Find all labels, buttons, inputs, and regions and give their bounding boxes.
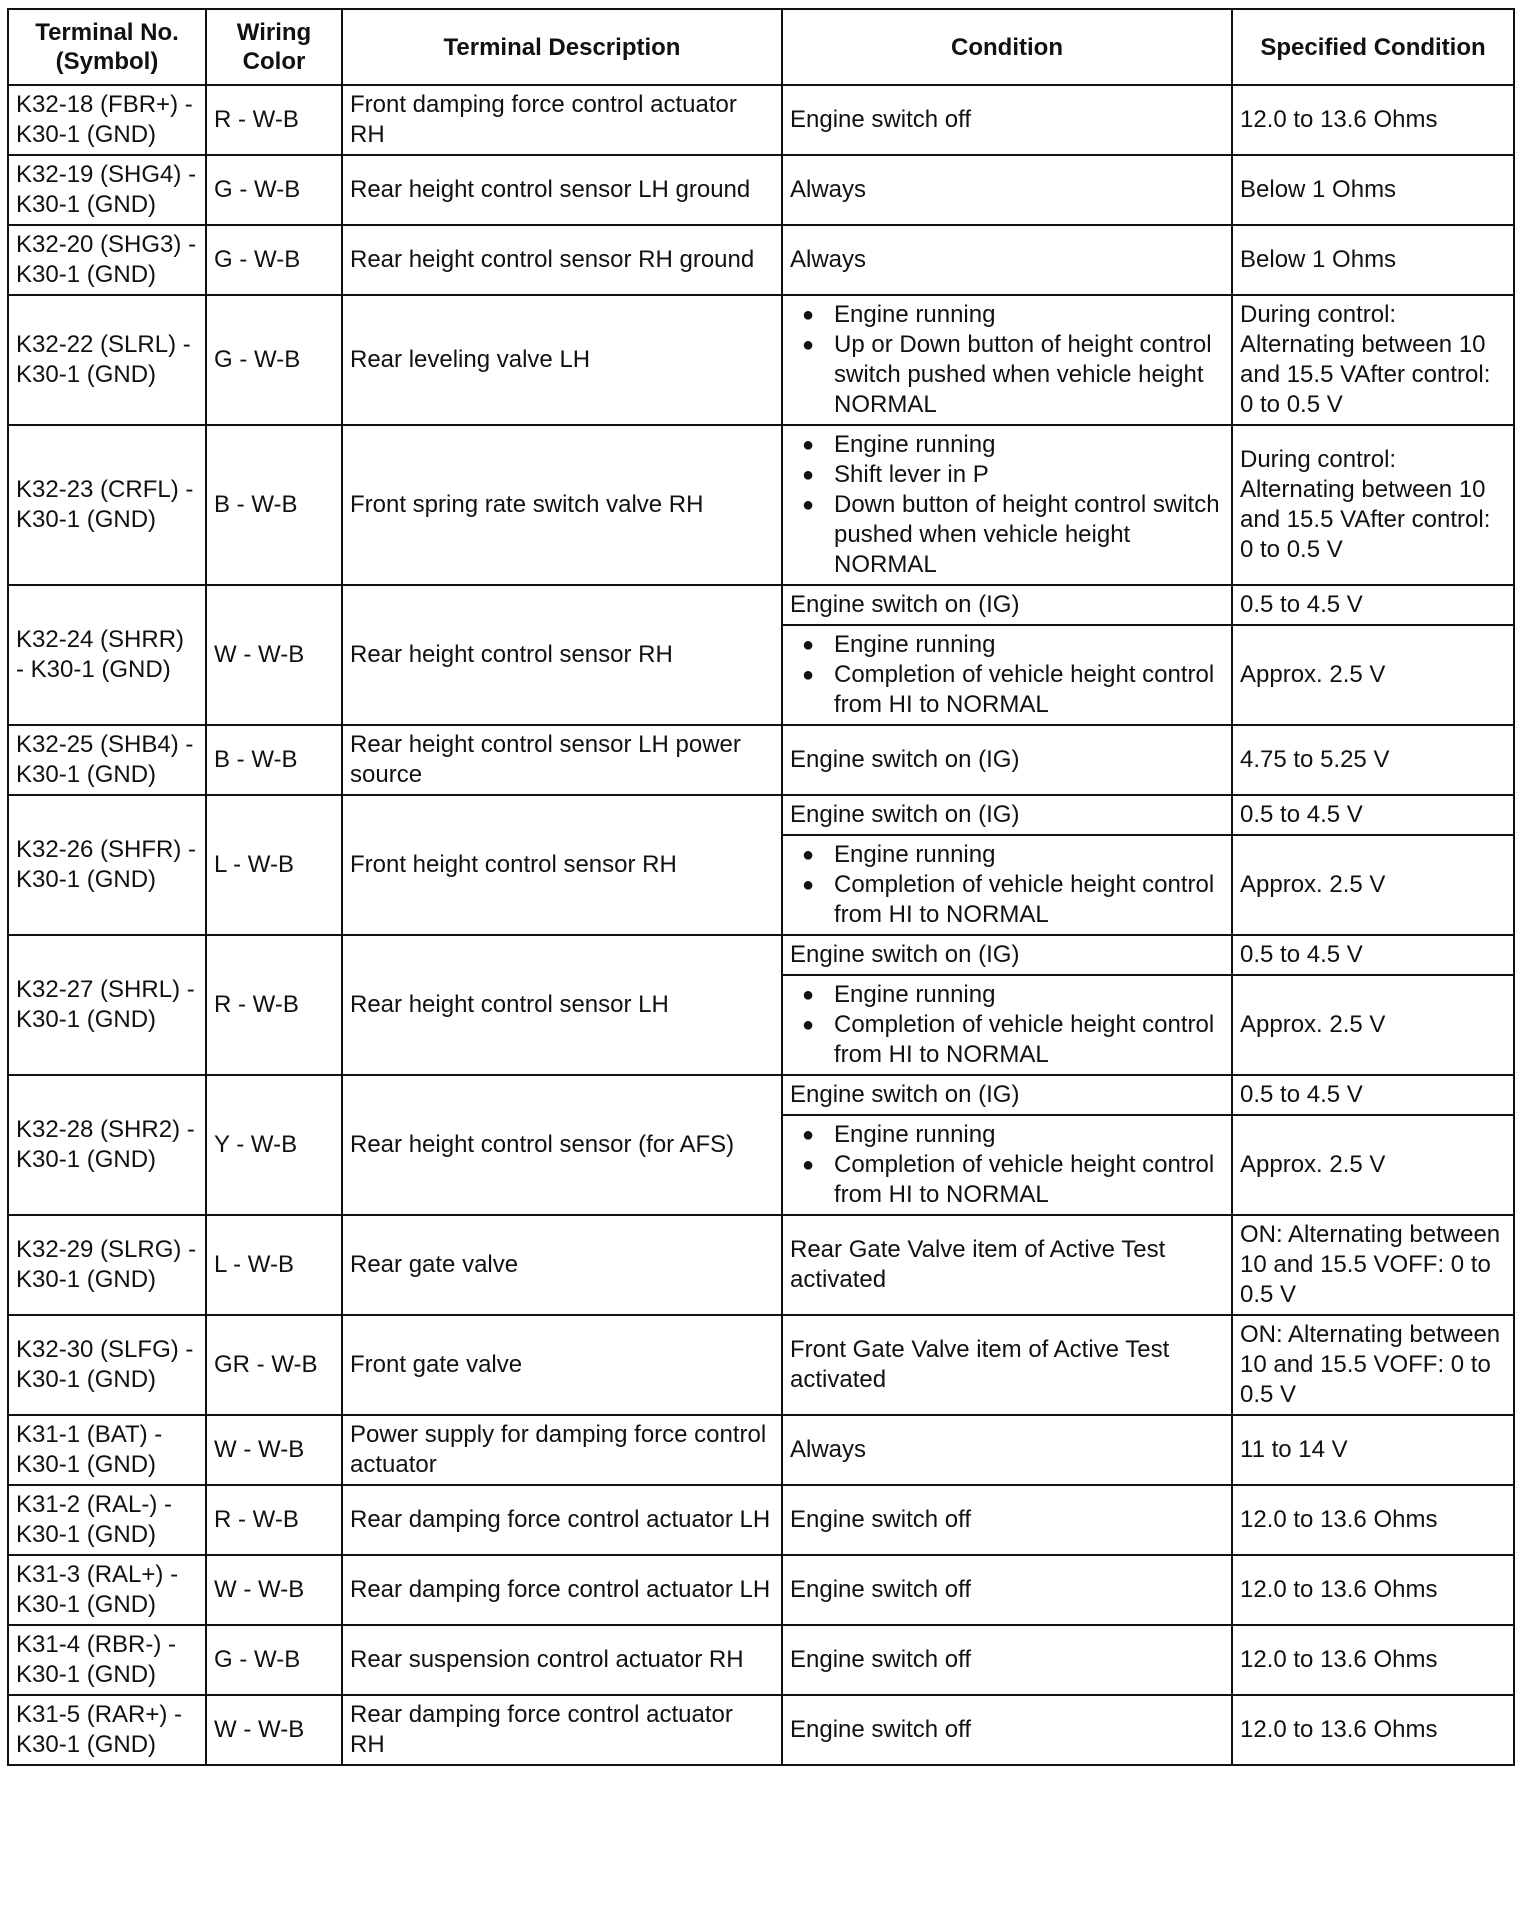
specified-condition-cell bbox=[1232, 1115, 1514, 1215]
table-row bbox=[8, 1625, 1514, 1695]
description-cell: Rear height control sensor LH bbox=[342, 935, 782, 1075]
spec-line: 11 to 14 V bbox=[1240, 1436, 1348, 1463]
table-row bbox=[8, 1555, 1514, 1625]
description-cell: Rear height control sensor LH ground bbox=[342, 155, 782, 225]
table-row bbox=[8, 1215, 1514, 1315]
specified-condition-cell bbox=[1232, 425, 1514, 585]
description-cell: Power supply for damping force control actuator bbox=[342, 1415, 782, 1485]
condition-bullet: ● Engine running bbox=[834, 630, 1224, 660]
table-row bbox=[8, 1695, 1514, 1765]
terminal-cell: K32-20 (SHG3) - K30-1 (GND) bbox=[8, 225, 206, 295]
spec-line: 12.0 to 13.6 Ohms bbox=[1240, 1506, 1438, 1533]
condition-cell bbox=[782, 295, 1232, 425]
terminal-cell: K31-3 (RAL+) - K30-1 (GND) bbox=[8, 1555, 206, 1625]
condition-bullet: ● Up or Down button of height control switch pushed when vehicle height NORMAL bbox=[834, 330, 1224, 420]
description-cell: Rear leveling valve LH bbox=[342, 295, 782, 425]
spec-line: Approx. 2.5 V bbox=[1240, 871, 1386, 898]
condition-bullet-list bbox=[790, 1120, 1224, 1210]
description-cell: Rear height control sensor RH bbox=[342, 585, 782, 725]
spec-line: Below 1 Ohms bbox=[1240, 246, 1397, 273]
spec-line: 12.0 to 13.6 Ohms bbox=[1240, 1576, 1438, 1603]
condition-bullet: ● Completion of vehicle height control from HI to NORMAL bbox=[834, 870, 1224, 930]
terminal-cell: K32-23 (CRFL) - K30-1 (GND) bbox=[8, 425, 206, 585]
condition-cell: Engine switch on (IG) bbox=[782, 795, 1232, 835]
condition-bullet: ● Down button of height control switch pushed when vehicle height NORMAL bbox=[834, 490, 1224, 580]
specified-condition-cell bbox=[1232, 625, 1514, 725]
wiring-color-cell: R - W-B bbox=[206, 935, 342, 1075]
table-row bbox=[8, 725, 1514, 795]
condition-bullet: ● Engine running bbox=[834, 1120, 1224, 1150]
condition-cell bbox=[782, 975, 1232, 1075]
condition-bullet-list bbox=[790, 630, 1224, 720]
table-row bbox=[8, 225, 1514, 295]
condition-cell bbox=[782, 625, 1232, 725]
wiring-color-cell: B - W-B bbox=[206, 725, 342, 795]
condition-cell bbox=[782, 835, 1232, 935]
condition-bullet-list bbox=[790, 430, 1224, 580]
condition-bullet: ● Engine running bbox=[834, 430, 1224, 460]
condition-cell: Front Gate Valve item of Active Test activated bbox=[782, 1315, 1232, 1415]
spec-line: 4.75 to 5.25 V bbox=[1240, 746, 1390, 773]
description-cell: Rear height control sensor LH power source bbox=[342, 725, 782, 795]
condition-cell: Engine switch off bbox=[782, 85, 1232, 155]
condition-bullet: ● Engine running bbox=[834, 300, 1224, 330]
spec-line: After control: 0 to 0.5 V bbox=[1240, 361, 1491, 418]
header-wiring-color: Wiring Color bbox=[206, 9, 342, 85]
table-header bbox=[8, 9, 1514, 85]
spec-line: OFF: 0 to 0.5 V bbox=[1240, 1251, 1491, 1308]
specified-condition-cell bbox=[1232, 1625, 1514, 1695]
header-row bbox=[8, 9, 1514, 85]
terminal-cell: K31-5 (RAR+) - K30-1 (GND) bbox=[8, 1695, 206, 1765]
description-cell: Rear damping force control actuator RH bbox=[342, 1695, 782, 1765]
spec-line: 0.5 to 4.5 V bbox=[1240, 801, 1363, 828]
description-cell: Rear suspension control actuator RH bbox=[342, 1625, 782, 1695]
header-terminal: Terminal No. (Symbol) bbox=[8, 9, 206, 85]
condition-bullet: ● Engine running bbox=[834, 980, 1224, 1010]
wiring-color-cell: G - W-B bbox=[206, 225, 342, 295]
condition-cell: Always bbox=[782, 155, 1232, 225]
condition-cell: Engine switch off bbox=[782, 1625, 1232, 1695]
spec-line: 0.5 to 4.5 V bbox=[1240, 1081, 1363, 1108]
table-row bbox=[8, 1485, 1514, 1555]
header-condition: Condition bbox=[782, 9, 1232, 85]
description-cell: Front height control sensor RH bbox=[342, 795, 782, 935]
condition-cell: Engine switch on (IG) bbox=[782, 725, 1232, 795]
description-cell: Rear gate valve bbox=[342, 1215, 782, 1315]
condition-cell: Engine switch on (IG) bbox=[782, 935, 1232, 975]
description-cell: Front damping force control actuator RH bbox=[342, 85, 782, 155]
specified-condition-cell bbox=[1232, 1415, 1514, 1485]
specified-condition-cell bbox=[1232, 155, 1514, 225]
specified-condition-cell bbox=[1232, 725, 1514, 795]
specified-condition-cell bbox=[1232, 1315, 1514, 1415]
condition-bullet: ● Completion of vehicle height control from HI to NORMAL bbox=[834, 1010, 1224, 1070]
condition-cell: Always bbox=[782, 1415, 1232, 1485]
description-cell: Rear damping force control actuator LH bbox=[342, 1485, 782, 1555]
terminal-cell: K31-4 (RBR-) - K30-1 (GND) bbox=[8, 1625, 206, 1695]
spec-line: 0.5 to 4.5 V bbox=[1240, 591, 1363, 618]
terminal-cell: K32-29 (SLRG) - K30-1 (GND) bbox=[8, 1215, 206, 1315]
condition-bullet-list bbox=[790, 300, 1224, 420]
spec-line: ON: Alternating between 10 and 15.5 V bbox=[1240, 1221, 1501, 1278]
specified-condition-cell bbox=[1232, 1215, 1514, 1315]
condition-cell: Engine switch off bbox=[782, 1485, 1232, 1555]
condition-cell: Engine switch on (IG) bbox=[782, 1075, 1232, 1115]
condition-cell: Engine switch off bbox=[782, 1555, 1232, 1625]
condition-cell: Always bbox=[782, 225, 1232, 295]
wiring-color-cell: G - W-B bbox=[206, 1625, 342, 1695]
spec-line: Approx. 2.5 V bbox=[1240, 1011, 1386, 1038]
terminal-cell: K32-25 (SHB4) - K30-1 (GND) bbox=[8, 725, 206, 795]
specified-condition-cell bbox=[1232, 295, 1514, 425]
spec-line: 12.0 to 13.6 Ohms bbox=[1240, 1646, 1438, 1673]
spec-line: After control: 0 to 0.5 V bbox=[1240, 506, 1491, 563]
spec-line: 12.0 to 13.6 Ohms bbox=[1240, 106, 1438, 133]
terminal-cell: K31-1 (BAT) - K30-1 (GND) bbox=[8, 1415, 206, 1485]
table-row bbox=[8, 795, 1514, 835]
condition-cell: Engine switch off bbox=[782, 1695, 1232, 1765]
spec-line: During control: Alternating between 10 and 15.5 V bbox=[1240, 446, 1486, 533]
table-row bbox=[8, 585, 1514, 625]
specified-condition-cell bbox=[1232, 1695, 1514, 1765]
table-row bbox=[8, 1075, 1514, 1115]
description-cell: Rear damping force control actuator LH bbox=[342, 1555, 782, 1625]
spec-line: 0.5 to 4.5 V bbox=[1240, 941, 1363, 968]
table-row bbox=[8, 295, 1514, 425]
description-cell: Rear height control sensor (for AFS) bbox=[342, 1075, 782, 1215]
wiring-color-cell: B - W-B bbox=[206, 425, 342, 585]
condition-cell bbox=[782, 1115, 1232, 1215]
specified-condition-cell bbox=[1232, 585, 1514, 625]
wiring-color-cell: Y - W-B bbox=[206, 1075, 342, 1215]
condition-cell bbox=[782, 425, 1232, 585]
terminal-cell: K32-28 (SHR2) - K30-1 (GND) bbox=[8, 1075, 206, 1215]
table-row bbox=[8, 1415, 1514, 1485]
specified-condition-cell bbox=[1232, 935, 1514, 975]
specified-condition-cell bbox=[1232, 85, 1514, 155]
table-row bbox=[8, 935, 1514, 975]
wiring-color-cell: W - W-B bbox=[206, 1415, 342, 1485]
specified-condition-cell bbox=[1232, 1485, 1514, 1555]
terminal-cell: K32-26 (SHFR) - K30-1 (GND) bbox=[8, 795, 206, 935]
table-row bbox=[8, 85, 1514, 155]
table-row bbox=[8, 425, 1514, 585]
description-cell: Rear height control sensor RH ground bbox=[342, 225, 782, 295]
table-body bbox=[8, 85, 1514, 1765]
terminal-cell: K32-30 (SLFG) - K30-1 (GND) bbox=[8, 1315, 206, 1415]
specified-condition-cell bbox=[1232, 1555, 1514, 1625]
wiring-color-cell: W - W-B bbox=[206, 1695, 342, 1765]
description-cell: Front gate valve bbox=[342, 1315, 782, 1415]
wiring-color-cell: G - W-B bbox=[206, 155, 342, 225]
table-row bbox=[8, 155, 1514, 225]
wiring-color-cell: R - W-B bbox=[206, 1485, 342, 1555]
condition-cell: Engine switch on (IG) bbox=[782, 585, 1232, 625]
specified-condition-cell bbox=[1232, 1075, 1514, 1115]
specified-condition-cell bbox=[1232, 795, 1514, 835]
spec-line: Below 1 Ohms bbox=[1240, 176, 1397, 203]
terminal-cell: K31-2 (RAL-) - K30-1 (GND) bbox=[8, 1485, 206, 1555]
condition-bullet-list bbox=[790, 840, 1224, 930]
terminal-cell: K32-27 (SHRL) - K30-1 (GND) bbox=[8, 935, 206, 1075]
condition-bullet: ● Shift lever in P bbox=[834, 460, 1224, 490]
condition-bullet: ● Completion of vehicle height control from HI to NORMAL bbox=[834, 1150, 1224, 1210]
wiring-color-cell: R - W-B bbox=[206, 85, 342, 155]
header-description: Terminal Description bbox=[342, 9, 782, 85]
table-row bbox=[8, 1315, 1514, 1415]
condition-bullet: ● Completion of vehicle height control from HI to NORMAL bbox=[834, 660, 1224, 720]
condition-cell: Rear Gate Valve item of Active Test activated bbox=[782, 1215, 1232, 1315]
spec-line: Approx. 2.5 V bbox=[1240, 1151, 1386, 1178]
condition-bullet-list bbox=[790, 980, 1224, 1070]
wiring-color-cell: G - W-B bbox=[206, 295, 342, 425]
wiring-color-cell: GR - W-B bbox=[206, 1315, 342, 1415]
spec-line: During control: Alternating between 10 and 15.5 V bbox=[1240, 301, 1486, 388]
specified-condition-cell bbox=[1232, 225, 1514, 295]
specified-condition-cell bbox=[1232, 835, 1514, 935]
header-specified-condition: Specified Condition bbox=[1232, 9, 1514, 85]
wiring-color-cell: L - W-B bbox=[206, 795, 342, 935]
terminal-cell: K32-22 (SLRL) - K30-1 (GND) bbox=[8, 295, 206, 425]
spec-line: 12.0 to 13.6 Ohms bbox=[1240, 1716, 1438, 1743]
spec-line: ON: Alternating between 10 and 15.5 V bbox=[1240, 1321, 1501, 1378]
wiring-color-cell: W - W-B bbox=[206, 585, 342, 725]
wiring-color-cell: W - W-B bbox=[206, 1555, 342, 1625]
terminal-cell: K32-24 (SHRR) - K30-1 (GND) bbox=[8, 585, 206, 725]
condition-bullet: ● Engine running bbox=[834, 840, 1224, 870]
terminal-table bbox=[7, 8, 1515, 1766]
wiring-color-cell: L - W-B bbox=[206, 1215, 342, 1315]
specified-condition-cell bbox=[1232, 975, 1514, 1075]
description-cell: Front spring rate switch valve RH bbox=[342, 425, 782, 585]
terminal-cell: K32-18 (FBR+) - K30-1 (GND) bbox=[8, 85, 206, 155]
terminal-cell: K32-19 (SHG4) - K30-1 (GND) bbox=[8, 155, 206, 225]
spec-line: OFF: 0 to 0.5 V bbox=[1240, 1351, 1491, 1408]
spec-line: Approx. 2.5 V bbox=[1240, 661, 1386, 688]
